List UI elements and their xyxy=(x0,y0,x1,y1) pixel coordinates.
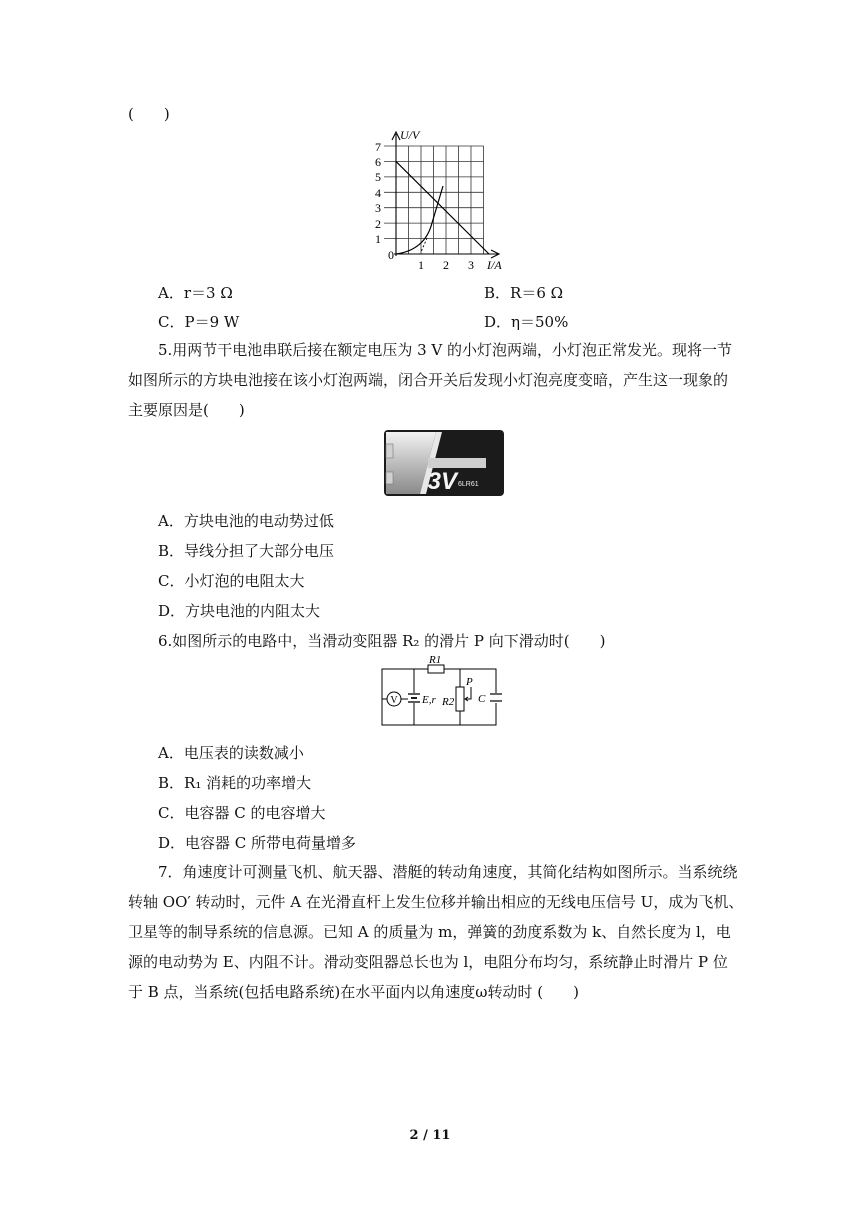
q4-option-b: B．R＝6 Ω xyxy=(484,284,564,302)
y-tick: 4 xyxy=(375,186,381,200)
q4-option-c: C．P＝9 W xyxy=(158,313,240,331)
q6-option-b: B．R₁ 消耗的功率增大 xyxy=(158,774,312,792)
capacitor-label: C xyxy=(478,693,486,705)
y-tick: 1 xyxy=(375,232,381,246)
x-tick: 3 xyxy=(468,258,474,272)
capacitor-symbol xyxy=(490,693,502,703)
x-tick: 1 xyxy=(418,258,424,272)
voltmeter-label: V xyxy=(390,695,398,706)
q5-option-c: C．小灯泡的电阻太大 xyxy=(158,572,305,590)
source-label: E,r xyxy=(422,694,436,706)
q5-stem-line2: 如图所示的方块电池接在该小灯泡两端，闭合开关后发现小灯泡亮度变暗，产生这一现象的 xyxy=(128,371,729,389)
page-number: 2 / 11 xyxy=(409,1128,451,1143)
q5-stem-line1: 5.用两节干电池串联后接在额定电压为 3 V 的小灯泡两端，小灯泡正常发光。现将一节 xyxy=(158,341,732,359)
q7-line3: 卫星等的制导系统的信息源。已知 A 的质量为 m，弹簧的劲度系数为 k、自然长度为 l，电 xyxy=(128,923,731,941)
resistor-r1 xyxy=(428,665,444,673)
r2-label: R2 xyxy=(442,696,455,708)
x-axis-label: I/A xyxy=(487,258,502,272)
q4-option-d: D．η＝50% xyxy=(484,313,569,331)
r1-label: R1 xyxy=(429,655,442,666)
y-tick: 6 xyxy=(375,155,381,169)
battery-image xyxy=(384,428,504,498)
q5-option-a: A．方块电池的电动势过低 xyxy=(158,512,334,530)
q7-line1: 7．角速度计可测量飞机、航天器、潜艇的转动角速度，其简化结构如图所示。当系统绕 xyxy=(158,863,738,881)
bulb-curve xyxy=(396,186,443,254)
x-tick-labels xyxy=(418,258,474,272)
question-bracket: ( ) xyxy=(128,105,170,123)
y-tick: 7 xyxy=(375,140,381,154)
q7-line2: 转轴 OO′ 转动时，元件 A 在光滑直杆上发生位移并输出相应的无线电压信号 U，成为飞机、 xyxy=(128,893,744,911)
circuit-diagram xyxy=(378,655,508,731)
x-tick: 2 xyxy=(443,258,449,272)
u-i-graph-svg xyxy=(350,128,520,276)
y-axis-label: U/V xyxy=(400,128,420,142)
battery-svg xyxy=(384,428,504,498)
y-tick: 0 xyxy=(388,248,394,262)
q7-line4: 源的电动势为 E、内阻不计。滑动变阻器总长也为 l，电阻分布均匀，系统静止时滑片 P 位 xyxy=(128,953,728,971)
q7-line5: 于 B 点，当系统(包括电路系统)在水平面内以角速度ω转动时 ( ) xyxy=(128,983,579,1001)
q5-option-b: B．导线分担了大部分电压 xyxy=(158,542,335,560)
q6-option-c: C．电容器 C 的电容增大 xyxy=(158,804,326,822)
battery-model-label: 6LR61 xyxy=(458,481,479,488)
slider-label: P xyxy=(466,676,473,688)
q4-option-a: A．r＝3 Ω xyxy=(158,284,233,302)
circuit-svg xyxy=(378,655,508,731)
battery-symbol xyxy=(408,693,420,703)
graph-grid xyxy=(384,146,484,254)
battery-voltage-label: 3V xyxy=(427,468,457,495)
q5-option-d: D．方块电池的内阻太大 xyxy=(158,602,321,620)
q6-option-a: A．电压表的读数减小 xyxy=(158,744,304,762)
y-tick-labels xyxy=(375,140,394,262)
u-i-graph xyxy=(350,128,520,276)
q6-option-d: D．电容器 C 所带电荷量增多 xyxy=(158,834,357,852)
y-tick: 3 xyxy=(375,201,381,215)
q6-stem: 6.如图所示的电路中，当滑动变阻器 R₂ 的滑片 P 向下滑动时( ) xyxy=(158,632,606,650)
q5-stem-line3: 主要原因是( ) xyxy=(128,401,245,419)
y-tick: 5 xyxy=(375,170,381,184)
resistor-r2 xyxy=(456,687,464,711)
graph-axes xyxy=(392,132,499,258)
y-tick: 2 xyxy=(375,217,381,231)
